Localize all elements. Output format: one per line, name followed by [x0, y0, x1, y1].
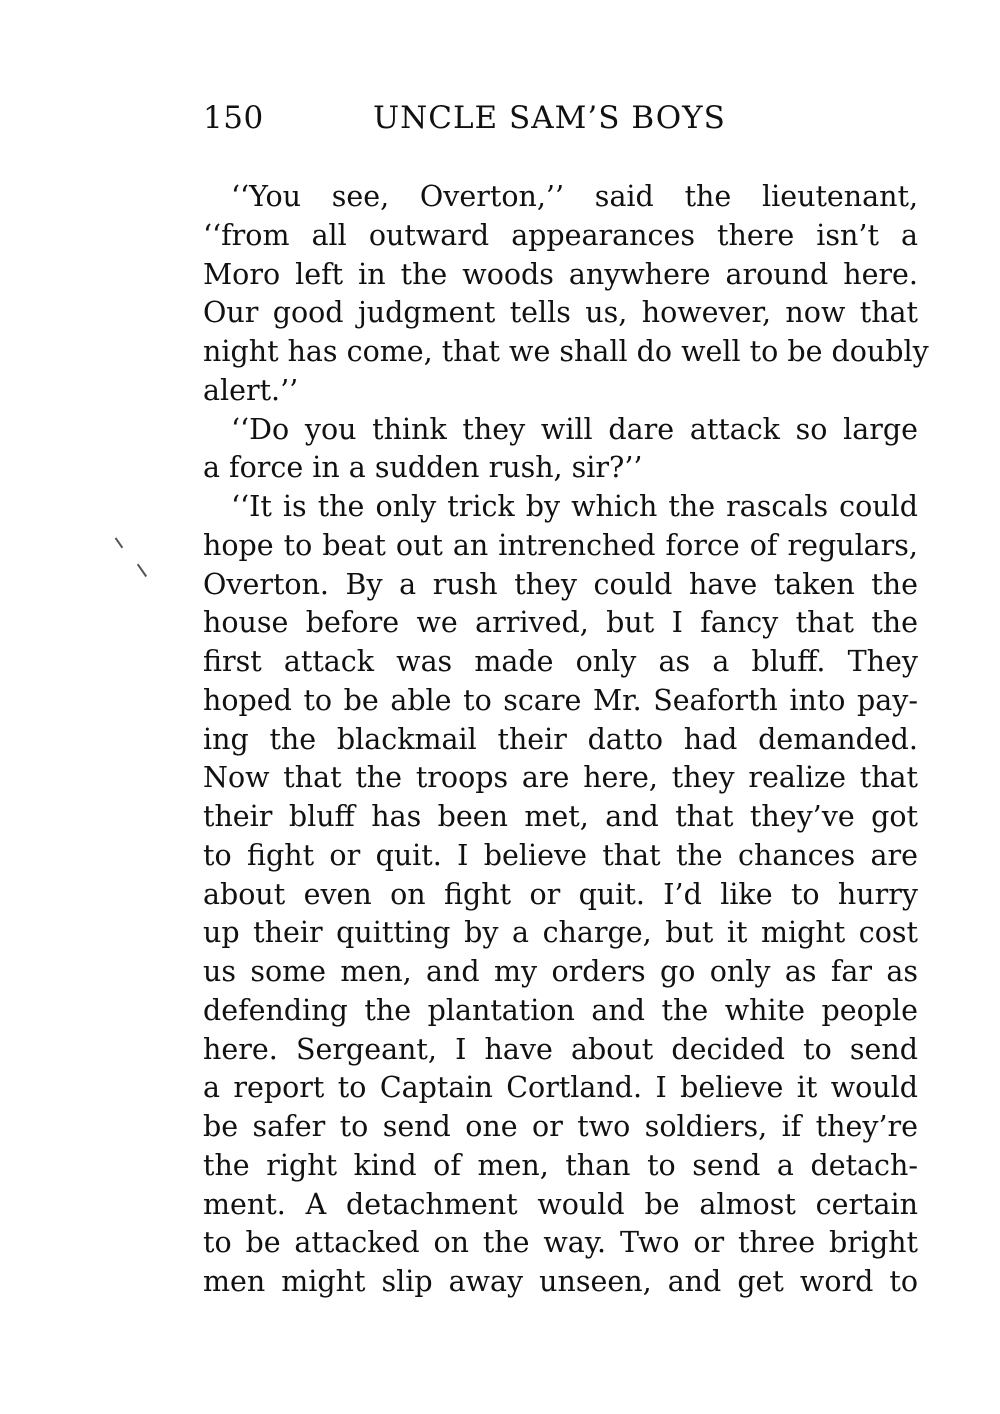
text-line: Our good judgment tells us, however, now that: [203, 296, 918, 330]
text-line: Now that the troops are here, they realize that: [203, 761, 918, 795]
text-line: hoped to be able to scare Mr. Seaforth into pay-: [203, 683, 918, 717]
text-line: alert.’’: [203, 373, 299, 407]
text-line: first attack was made only as a bluff. They: [203, 645, 918, 678]
text-line: a report to Captain Cortland. I believe it would: [203, 1071, 918, 1105]
text-line: ‘‘Do you think they will dare attack so large: [231, 412, 918, 446]
text-line: to be attacked on the way. Two or three bright: [203, 1226, 918, 1260]
text-line: a force in a sudden rush, sir?’’: [203, 451, 643, 485]
book-title: UNCLE SAM’S BOYS: [373, 100, 726, 136]
text-line: Overton. By a rush they could have taken the: [203, 567, 918, 601]
text-line: up their quitting by a charge, but it might cost: [203, 916, 918, 950]
text-line: us some men, and my orders go only as far as: [203, 955, 918, 988]
text-line: house before we arrived, but I fancy that the: [203, 606, 918, 640]
margin-mark: [115, 538, 123, 549]
text-line: here. Sergeant, I have about decided to send: [203, 1032, 918, 1066]
text-line: Moro left in the woods anywhere around here.: [203, 257, 918, 291]
running-head: [203, 98, 763, 138]
text-line: their bluff has been met, and that they’ve got: [203, 800, 918, 833]
text-line: the right kind of men, than to send a detach-: [203, 1148, 918, 1182]
text-line: ‘‘You see, Overton,’’ said the lieutenant,: [231, 180, 918, 213]
text-line: ‘‘It is the only trick by which the rascals could: [231, 490, 918, 523]
text-line: men might slip away unseen, and get word to: [203, 1265, 918, 1298]
text-line: to fight or quit. I believe that the chances are: [203, 838, 918, 872]
margin-mark: [137, 564, 147, 577]
page-number: 150: [203, 100, 264, 136]
text-line: hope to beat out an intrenched force of regulars,: [203, 528, 918, 562]
text-line: ment. A detachment would be almost certain: [203, 1187, 918, 1221]
text-line: ‘‘from all outward appearances there isn’t a: [203, 218, 918, 252]
body-text: [203, 178, 929, 1302]
text-line: night has come, that we shall do well to be doubly: [203, 335, 929, 368]
text-line: about even on fight or quit. I’d like to hurry: [203, 877, 918, 911]
text-line: defending the plantation and the white people: [203, 993, 918, 1027]
text-line: ing the blackmail their datto had demanded.: [203, 722, 918, 756]
text-line: be safer to send one or two soldiers, if they’re: [203, 1110, 918, 1143]
